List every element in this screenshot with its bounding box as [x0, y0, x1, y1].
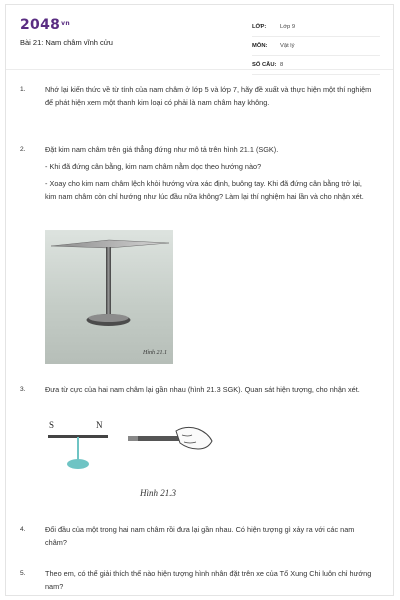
label-south: S [49, 420, 55, 430]
meta-label: SỐ CÂU: [252, 62, 277, 68]
hand-icon [176, 427, 212, 449]
question-4 [20, 523, 375, 549]
needle-stand-base [67, 459, 89, 469]
compass-stand-image [45, 230, 173, 364]
figure-21-3-magnets [40, 415, 230, 485]
meta-value: Lớp 9 [280, 24, 296, 30]
document-page [5, 4, 394, 596]
question-text: Theo em, có thể giải thích thế nào hiện tượng hình nhân đặt trên xe của Tổ Xung Chi luôn chỉ hướng nam? [45, 569, 372, 591]
label-north: N [96, 420, 103, 430]
question-number: 2. [20, 146, 26, 153]
header-divider [6, 69, 393, 70]
page-header [6, 5, 393, 69]
figure-21-3-caption: Hình 21.3 [140, 488, 176, 498]
meta-row-count [252, 56, 380, 75]
magnets-illustration [40, 415, 230, 485]
question-text: - Khi đã đứng cân bằng, kim nam châm nằm dọc theo hướng nào? [45, 162, 262, 171]
question-text: Nhớ lại kiến thức về từ tính của nam châm ở lớp 5 và lớp 7, hãy đề xuất và thực hiện một thí nghiệm để phát hiện xem một thanh kim loại có phải là nam châm hay không. [45, 85, 372, 107]
question-number: 1. [20, 86, 26, 93]
question-number: 5. [20, 570, 26, 577]
site-logo[interactable]: $2048^{vn}$ [20, 17, 70, 33]
question-text: Đưa từ cực của hai nam châm lại gần nhau (hình 21.3 SGK). Quan sát hiện tượng, cho nhận xét. [45, 385, 360, 394]
question-text: Đặt kim nam châm trên giá thẳng đứng như mô tả trên hình 21.1 (SGK). [45, 145, 279, 154]
question-text: - Xoay cho kim nam châm lệch khỏi hướng vừa xác định, buông tay. Khi đã đứng cân bằng trở lại, kim nam châm còn chỉ hướng như lúc đầu nữa không? Làm lại thí nghiệm hai lần và cho nhận xét. [45, 179, 364, 201]
magnetic-needle [51, 240, 169, 248]
question-number: 4. [20, 526, 26, 533]
question-number: 3. [20, 386, 26, 393]
question-3 [20, 383, 375, 396]
meta-value: 8 [280, 62, 284, 68]
question-2 [20, 143, 375, 203]
meta-label: MÔN: [252, 43, 268, 49]
meta-label: LỚP: [252, 24, 267, 30]
meta-row-class [252, 18, 380, 37]
meta-row-subject [252, 37, 380, 56]
question-text: Đổi đầu của một trong hai nam châm rồi đưa lại gần nhau. Có hiện tượng gì xảy ra với các nam châm? [45, 525, 355, 547]
lesson-meta [252, 18, 380, 75]
meta-value: Vật lý [280, 43, 295, 49]
lesson-title: Bài 21: Nam châm vĩnh cửu [20, 38, 113, 47]
question-5 [20, 567, 375, 593]
stand-pole [106, 247, 111, 317]
figure-21-1-compass-stand [45, 230, 173, 364]
question-1 [20, 83, 375, 109]
figure-21-1-caption: Hình 21.1 [143, 350, 167, 356]
